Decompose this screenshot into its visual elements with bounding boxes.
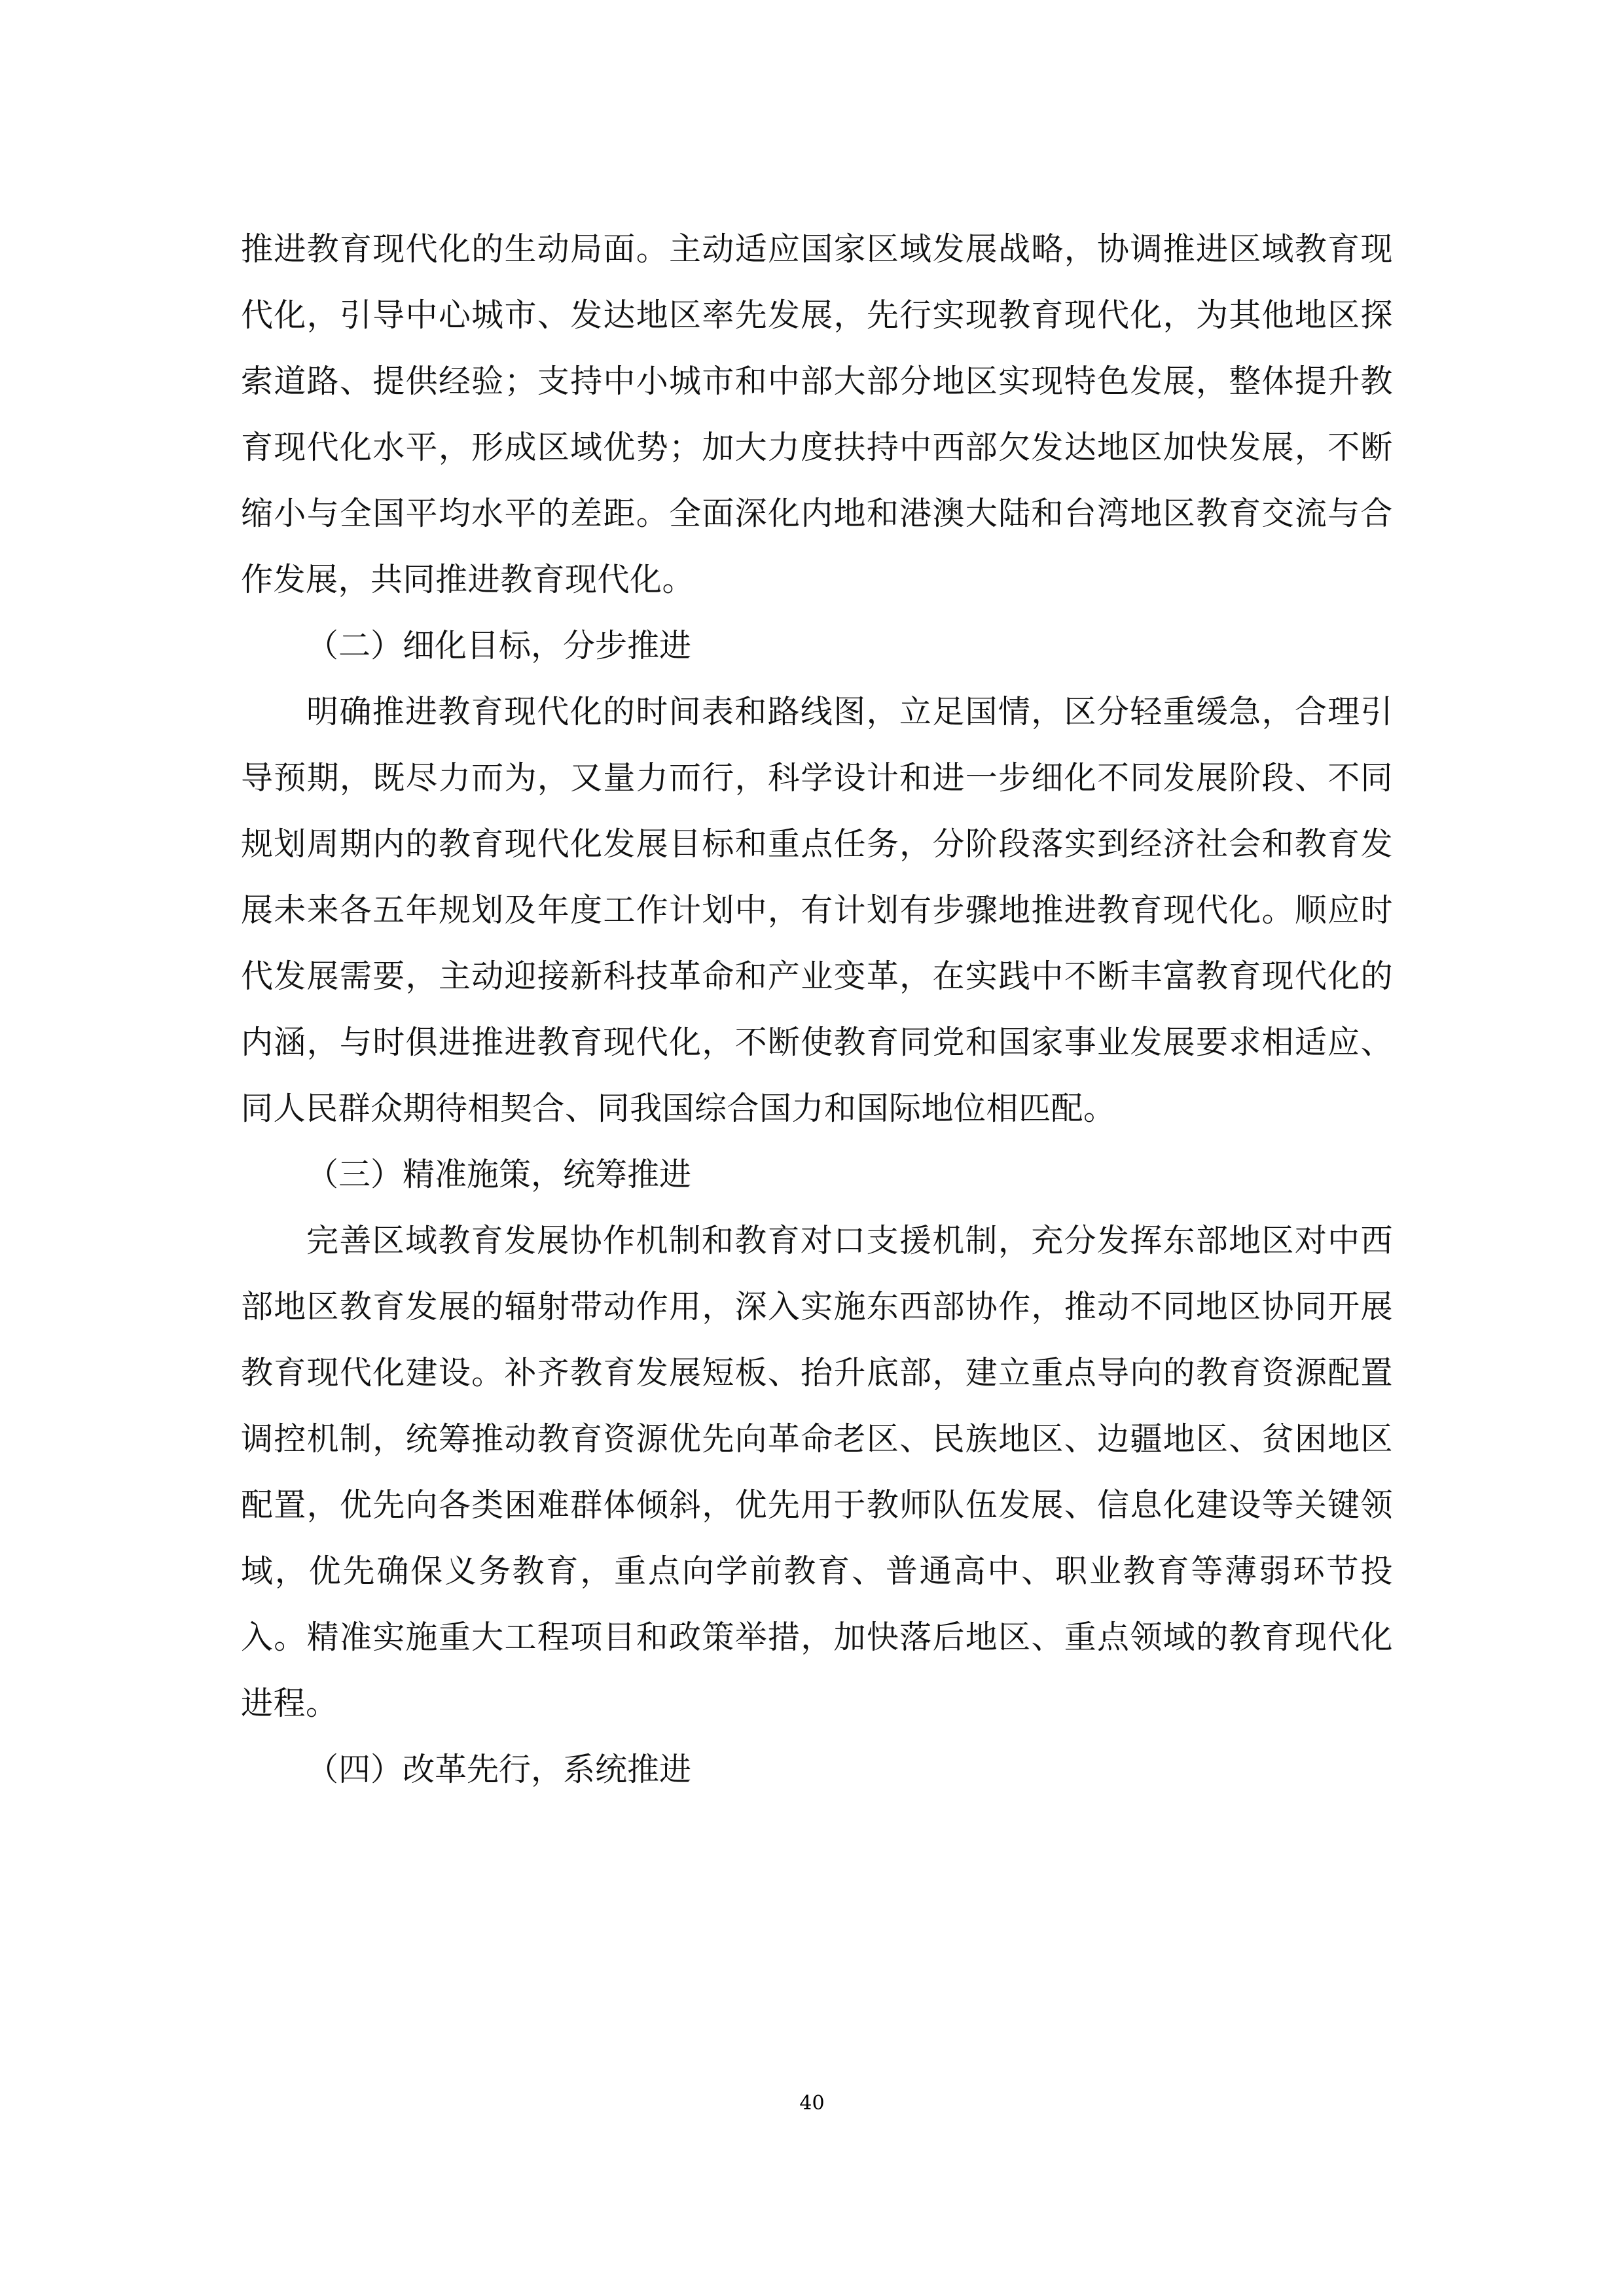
page-number: 40 [799, 2092, 825, 2115]
page-body [241, 216, 1393, 1803]
paragraph-3: 完善区域教育发展协作机制和教育对口支援机制，充分发挥东部地区对中西部地区教育发展的辐射带动作用，深入实施东西部协作，推动不同地区协同开展教育现代化建设。补齐教育发展短板、抬升底部，建立重点导向的教育资源配置调控机制，统筹推动教育资源优先向革命老区、民族地区、边疆地区、贫困地区配置，优先向各类困难群体倾斜，优先用于教师队伍发展、信息化建设等关键领域，优先确保义务教育，重点向学前教育、普通高中、职业教育等薄弱环节投入。精准实施重大工程项目和政策举措，加快落后地区、重点领域的教育现代化进程。 [241, 1222, 1393, 1722]
paragraph-2: 明确推进教育现代化的时间表和路线图，立足国情，区分轻重缓急，合理引导预期，既尽力而为，又量力而行，科学设计和进一步细化不同发展阶段、不同规划周期内的教育现代化发展目标和重点任务，分阶段落实到经济社会和教育发展未来各五年规划及年度工作计划中，有计划有步骤地推进教育现代化。顺应时代发展需要，主动迎接新科技革命和产业变革，在实践中不断丰富教育现代化的内涵，与时俱进推进教育现代化，不断使教育同党和国家事业发展要求相适应、同人民群众期待相契合、同我国综合国力和国际地位相匹配。 [241, 693, 1393, 1127]
section-heading-4: （四）改革先行，系统推进 [306, 1751, 692, 1788]
paragraph-1: 推进教育现代化的生动局面。主动适应国家区域发展战略，协调推进区域教育现代化，引导中心城市、发达地区率先发展，先行实现教育现代化，为其他地区探索道路、提供经验；支持中小城市和中部大部分地区实现特色发展，整体提升教育现代化水平，形成区域优势；加大力度扶持中西部欠发达地区加快发展，不断缩小与全国平均水平的差距。全面深化内地和港澳大陆和台湾地区教育交流与合作发展，共同推进教育现代化。 [241, 230, 1393, 598]
section-heading-3: （三）精准施策，统筹推进 [306, 1156, 692, 1193]
section-heading-2: （二）细化目标，分步推进 [306, 627, 692, 664]
